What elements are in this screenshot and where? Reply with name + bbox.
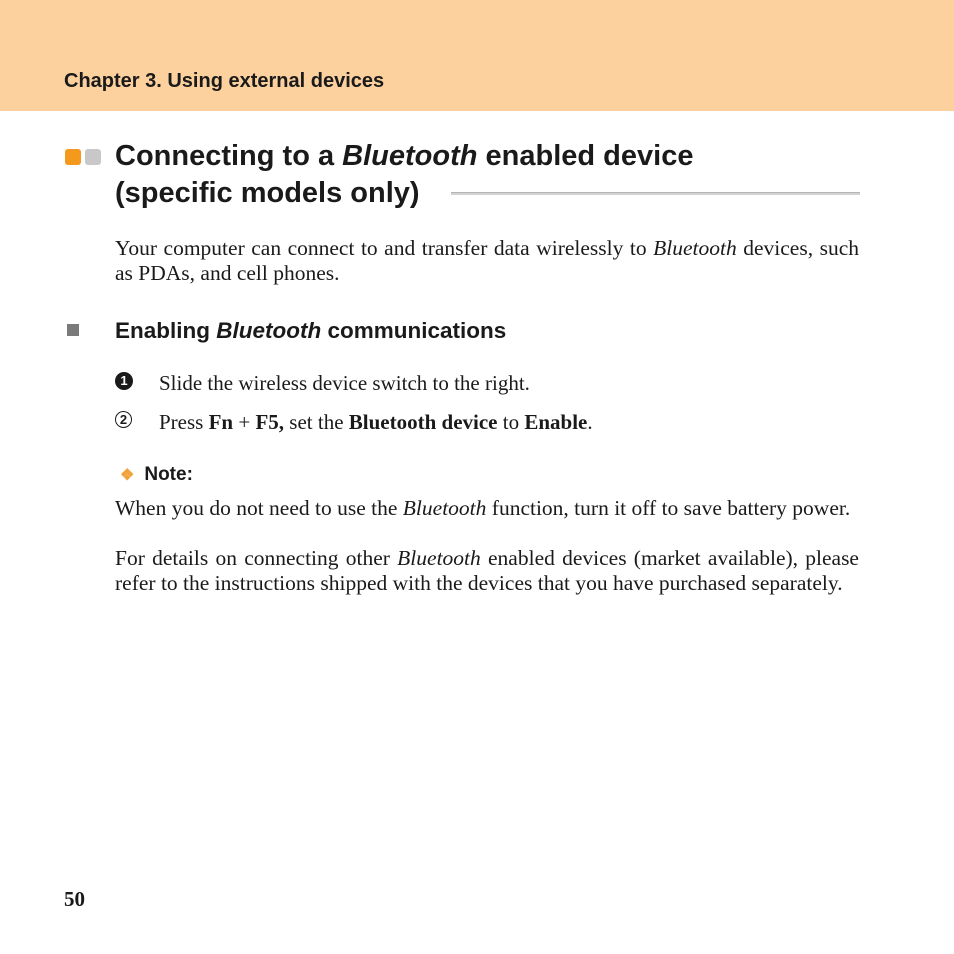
intro-text-before: Your computer can connect to and transfer data wirelessly to xyxy=(115,236,654,260)
setting-bluetooth-device: Bluetooth device xyxy=(348,410,498,434)
section-title-line2: (specific models only) xyxy=(115,177,420,209)
note-p2-before: For details on connecting other xyxy=(115,546,398,570)
chapter-title: Chapter 3. Using external devices xyxy=(64,70,385,92)
step-number-1-icon: 1 xyxy=(115,372,133,390)
note-heading xyxy=(120,463,193,488)
note-p1-italic: Bluetooth xyxy=(402,496,487,520)
section-title-part1: Connecting to a xyxy=(115,140,343,172)
key-f5: F5, xyxy=(255,410,285,434)
step-2-text-segment: to xyxy=(497,410,525,434)
subsection-title xyxy=(115,317,506,345)
note-p2-italic: Bluetooth xyxy=(397,546,481,570)
section-title-italic: Bluetooth xyxy=(342,140,478,172)
note-paragraph-2 xyxy=(115,546,859,596)
subsection-title-part2: communications xyxy=(321,318,507,343)
step-2-text-segment: . xyxy=(587,410,593,434)
page-number: 50 xyxy=(64,887,85,911)
orange-square-icon xyxy=(65,149,81,165)
intro-paragraph xyxy=(115,236,859,286)
section-title xyxy=(115,138,693,212)
note-p1-after: function, turn it off to save battery power. xyxy=(486,496,851,520)
diamond-sparkle-icon: ❖ xyxy=(120,467,135,484)
step-number-2-icon: 2 xyxy=(115,411,132,428)
step-2-text xyxy=(159,410,593,435)
step-2-text-segment: set the xyxy=(284,410,349,434)
section-bullet-icon xyxy=(65,149,101,165)
setting-value-enable: Enable xyxy=(524,410,588,434)
chapter-header-band xyxy=(0,0,954,111)
subsection-square-icon xyxy=(67,324,79,336)
subsection-title-part1: Enabling xyxy=(115,318,217,343)
key-fn: Fn xyxy=(208,410,234,434)
note-p1-before: When you do not need to use the xyxy=(115,496,403,520)
step-1-text: Slide the wireless device switch to the right. xyxy=(159,371,530,395)
intro-italic: Bluetooth xyxy=(653,236,737,260)
note-paragraph-1 xyxy=(115,496,859,521)
subsection-title-italic: Bluetooth xyxy=(216,318,322,343)
intro-text-after: devices, such as PDAs, and cell phones. xyxy=(115,236,859,285)
title-rule xyxy=(451,192,860,195)
step-2-text-segment: Press xyxy=(159,410,209,434)
note-label: Note: xyxy=(144,464,193,485)
section-title-part2: enabled device xyxy=(477,140,694,172)
note-p2-after: enabled devices (market available), please refer to the instructions shipped with the devices that you have purchased separately. xyxy=(115,546,859,595)
step-2-text-segment: + xyxy=(233,410,256,434)
grey-square-icon xyxy=(85,149,101,165)
